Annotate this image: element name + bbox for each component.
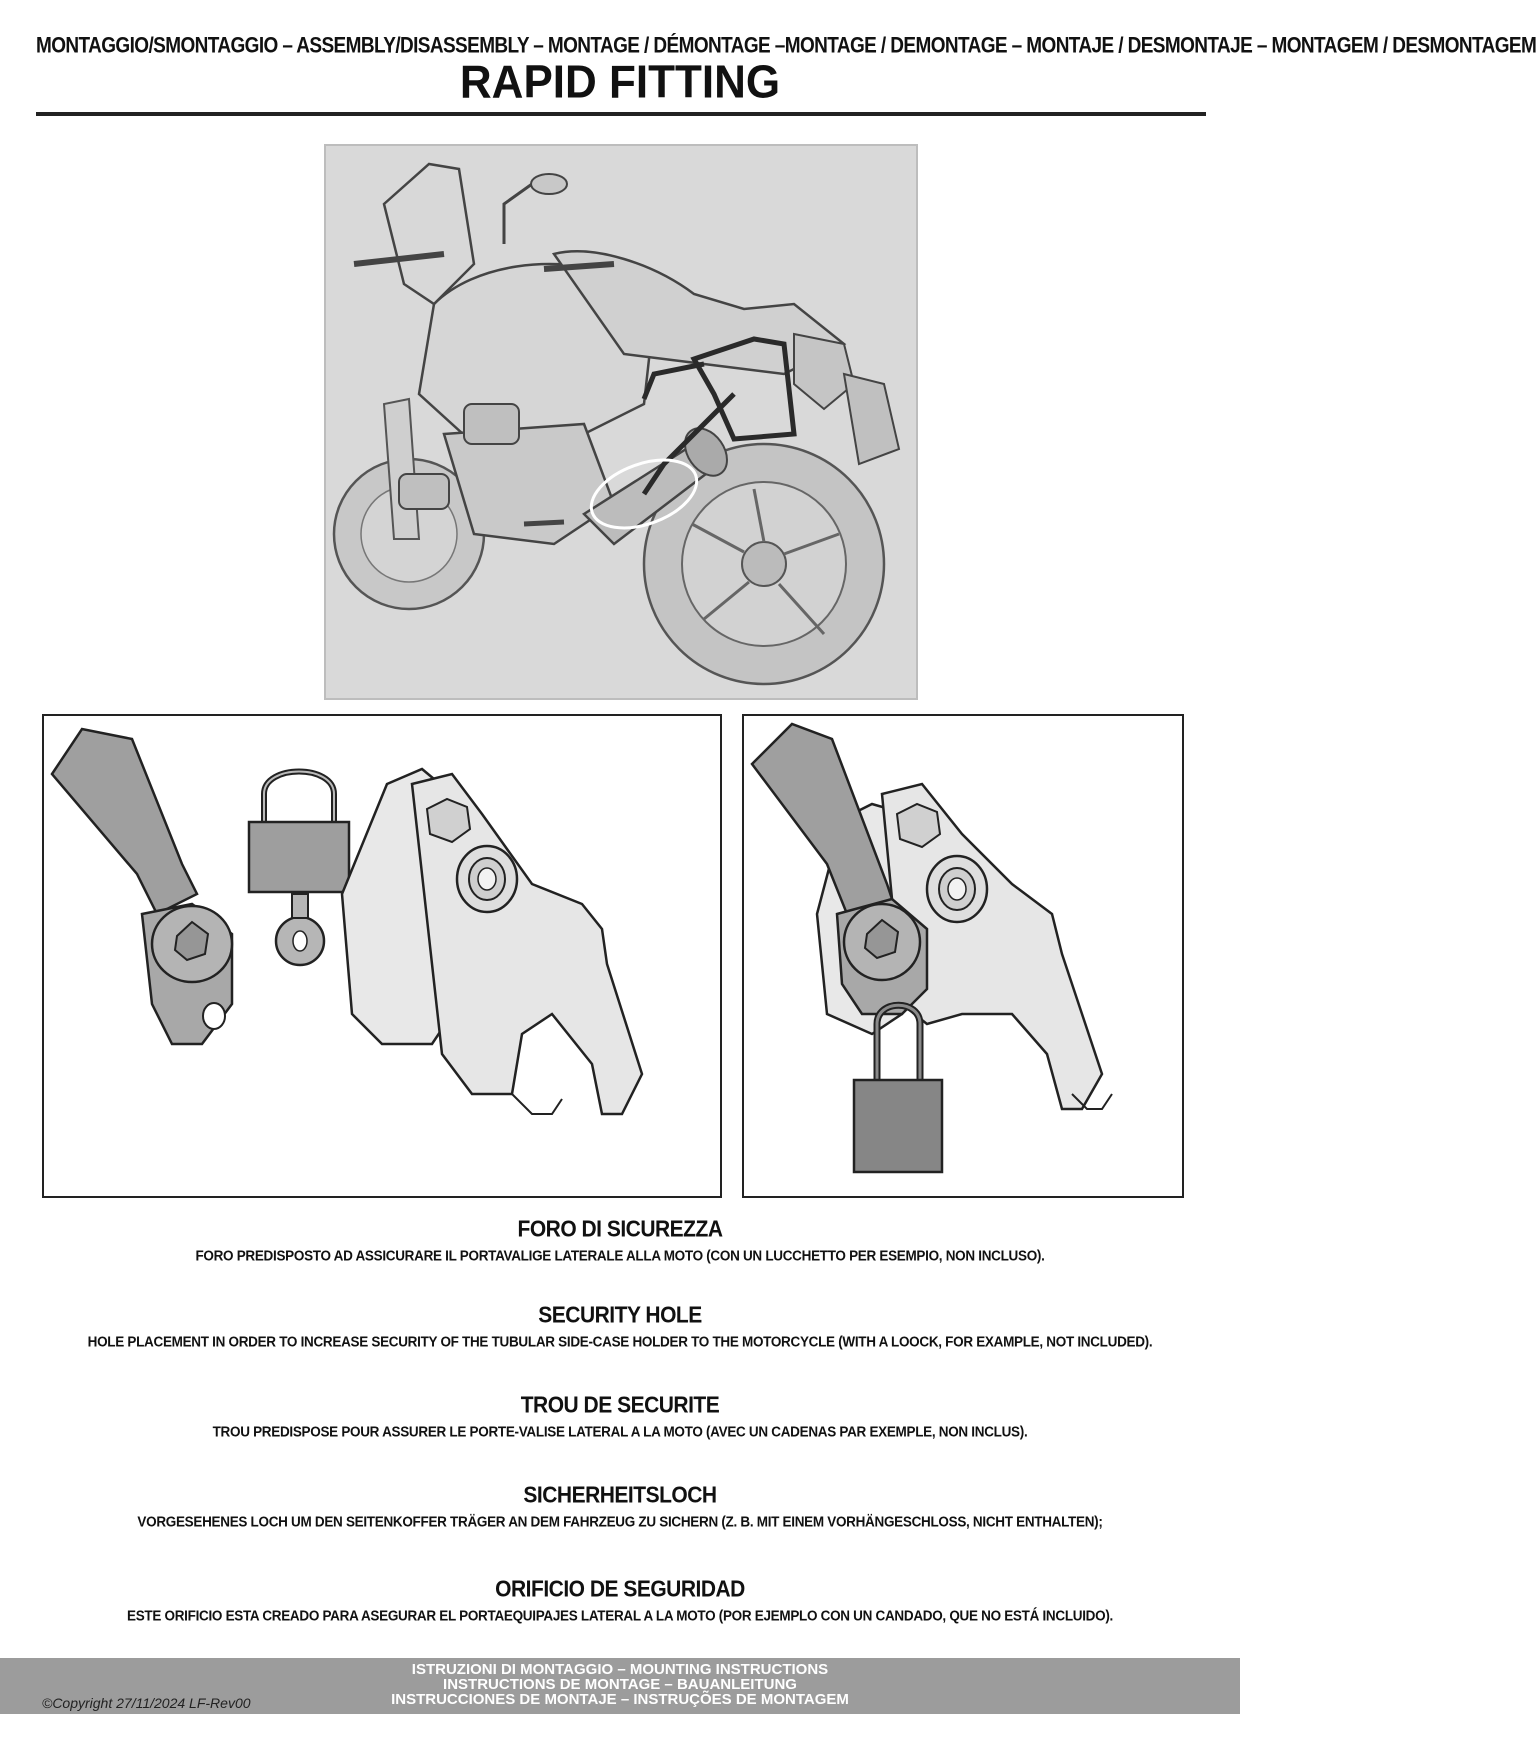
detail-left-figure bbox=[42, 714, 722, 1198]
footer-line-2: INSTRUCTIONS DE MONTAGE – BAUANLEITUNG bbox=[443, 1676, 797, 1693]
section-body: ESTE ORIFICIO ESTA CREADO PARA ASEGURAR EL PORTAEQUIPAJES LATERAL A LA MOTO (POR EJEMPLO CON UN CANDADO, QUE NO ESTÁ INCLUIDO). bbox=[127, 1607, 1113, 1624]
section-it bbox=[0, 1218, 1240, 1263]
section-en bbox=[0, 1304, 1240, 1349]
section-es bbox=[0, 1578, 1240, 1623]
detail-right-figure bbox=[742, 714, 1184, 1198]
bracket-padlock-illustration bbox=[42, 714, 722, 1198]
section-body: VORGESEHENES LOCH UM DEN SEITENKOFFER TRÄGER AN DEM FAHRZEUG ZU SICHERN (Z. B. MIT EINEM VORHÄNGESCHLOSS, NICHT ENTHALTEN); bbox=[137, 1513, 1103, 1530]
motorcycle-illustration bbox=[324, 144, 918, 700]
motorcycle-figure bbox=[324, 144, 918, 700]
footer-line-3: INSTRUCCIONES DE MONTAJE – INSTRUÇÕES DE MONTAGEM bbox=[391, 1691, 849, 1708]
section-de bbox=[0, 1484, 1240, 1529]
footer-line-1: ISTRUZIONI DI MONTAGGIO – MOUNTING INSTRUCTIONS bbox=[411, 1661, 829, 1678]
section-body: TROU PREDISPOSE POUR ASSURER LE PORTE-VALISE LATERAL A LA MOTO (AVEC UN CADENAS PAR EXEMPLE, NON INCLUS). bbox=[212, 1423, 1028, 1440]
header-divider bbox=[36, 112, 1206, 116]
page-title: RAPID FITTING bbox=[459, 56, 781, 109]
section-heading: SECURITY HOLE bbox=[538, 1302, 702, 1329]
copyright-notice: ©Copyright 27/11/2024 LF-Rev00 bbox=[42, 1695, 251, 1711]
section-body: HOLE PLACEMENT IN ORDER TO INCREASE SECURITY OF THE TUBULAR SIDE-CASE HOLDER TO THE MOTORCYCLE (WITH A LOOCK, FOR EXAMPLE, NOT INCLUDED). bbox=[87, 1333, 1153, 1350]
section-heading: ORIFICIO DE SEGURIDAD bbox=[495, 1576, 745, 1603]
section-heading: TROU DE SECURITE bbox=[520, 1392, 720, 1419]
section-body: FORO PREDISPOSTO AD ASSICURARE IL PORTAVALIGE LATERALE ALLA MOTO (CON UN LUCCHETTO PER ESEMPIO, NON INCLUSO). bbox=[195, 1247, 1045, 1264]
locked-bracket-illustration bbox=[742, 714, 1184, 1198]
section-heading: FORO DI SICUREZZA bbox=[517, 1216, 723, 1243]
section-heading: SICHERHEITSLOCH bbox=[523, 1482, 717, 1509]
languages-header: MONTAGGIO/SMONTAGGIO – ASSEMBLY/DISASSEMBLY – MONTAGE / DÉMONTAGE –MONTAGE / DEMONTAGE – MONTAJE / DESMONTAJE – MONTAGEM / DESMONTAGEM bbox=[36, 34, 1536, 59]
section-fr bbox=[0, 1394, 1240, 1439]
